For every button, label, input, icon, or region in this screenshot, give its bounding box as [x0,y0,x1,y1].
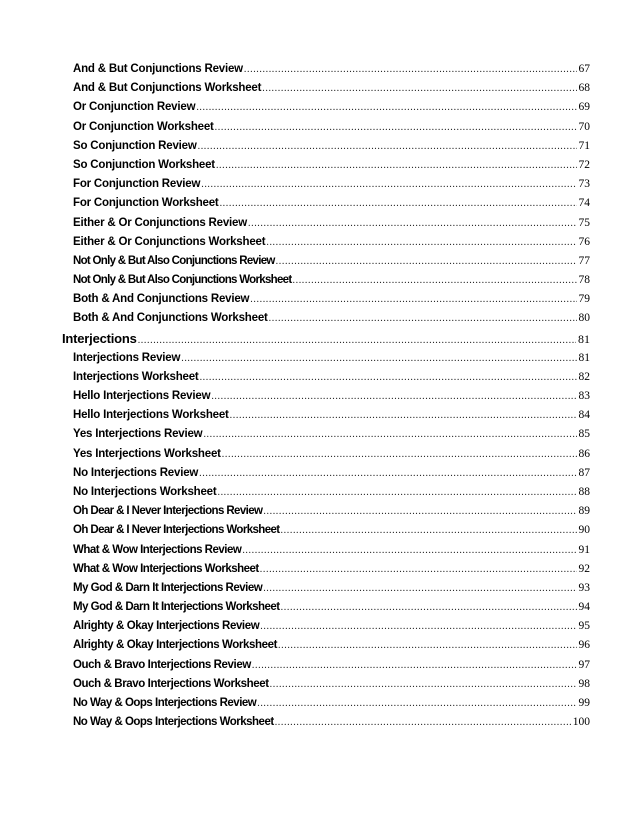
toc-entry-title: Oh Dear & I Never Interjections Worksheet [73,524,280,537]
toc-entry-page: 68 [578,82,590,95]
toc-entry-page: 90 [578,524,590,537]
toc-entry-title: For Conjunction Worksheet [73,197,219,210]
dot-leader [263,502,576,521]
dot-leader [230,406,577,425]
dot-leader [200,368,577,387]
toc-entry[interactable] [73,60,590,79]
toc-entry-title: And & But Conjunctions Review [73,63,243,75]
dot-leader [252,656,577,675]
toc-entry[interactable] [73,194,590,213]
toc-entry[interactable] [73,425,590,444]
toc-entry[interactable] [73,98,590,117]
toc-entry[interactable] [73,387,590,406]
dot-leader [281,521,577,540]
toc-entry[interactable] [73,175,590,194]
toc-entry[interactable] [73,233,590,252]
dot-leader [211,387,576,406]
dot-leader [242,541,576,560]
toc-entry-title: So Conjunction Review [73,139,197,152]
dot-leader [222,445,577,464]
toc-entry[interactable] [73,271,590,290]
dot-leader [263,579,576,598]
toc-entry-title: What & Wow Interjections Review [73,543,242,556]
dot-leader [198,137,577,156]
dot-leader [257,694,576,713]
toc-entry-page: 69 [578,101,590,114]
toc-entry[interactable] [73,713,590,732]
dot-leader [244,60,577,79]
toc-entry-page: 96 [578,639,590,652]
toc-entry[interactable] [73,675,590,694]
toc-entry-title: Not Only & But Also Conjunctions Worksheet [73,274,292,287]
dot-leader [270,675,577,694]
toc-entry-title: Both & And Conjunctions Worksheet [73,312,268,325]
toc-entry-page: 95 [578,620,590,633]
toc-entry-page: 97 [578,658,590,671]
dot-leader [260,617,576,636]
toc-entry[interactable] [73,290,590,309]
toc-entry-page: 75 [578,216,590,229]
toc-entry[interactable] [73,483,590,502]
toc-entry-title: Hello Interjections Review [73,390,211,402]
toc-entry-title: Either & Or Conjunctions Review [73,216,247,229]
toc-entry-page: 98 [578,677,590,690]
dot-leader [220,194,577,213]
toc-entry-page: 93 [578,581,590,594]
toc-entry-title: Ouch & Bravo Interjections Worksheet [73,677,269,690]
toc-entry-title: Interjections Review [73,351,181,364]
dot-leader [203,425,576,444]
toc-entry-title: Yes Interjections Worksheet [73,447,221,460]
toc-entry-page: 82 [578,370,590,383]
toc-section-heading[interactable] [62,329,590,349]
toc-entry[interactable] [73,656,590,675]
toc-entry-page: 70 [578,120,590,133]
toc-entry-page: 74 [578,197,590,210]
toc-entry[interactable] [73,445,590,464]
toc-entry-page: 89 [578,505,590,518]
dot-leader [216,156,577,175]
dot-leader [293,271,577,290]
dot-leader [278,636,576,655]
toc-entry-page: 83 [578,390,590,402]
toc-entry-page: 100 [572,716,590,729]
toc-entry-title: Not Only & But Also Conjunctions Review [73,254,275,267]
toc-entry-title: No Interjections Worksheet [73,485,217,498]
toc-entry-title: And & But Conjunctions Worksheet [73,82,262,95]
table-of-contents [0,60,638,732]
dot-leader [217,483,576,502]
dot-leader [248,214,577,233]
toc-entry[interactable] [73,309,590,328]
toc-entry[interactable] [73,368,590,387]
toc-entry[interactable] [73,617,590,636]
toc-entry-page: 88 [578,485,590,498]
toc-entry[interactable] [73,252,590,271]
toc-entry[interactable] [73,541,590,560]
toc-entry-page: 77 [578,254,590,267]
dot-leader [260,560,577,579]
toc-entry-title: No Way & Oops Interjections Worksheet [73,716,274,729]
dot-leader [181,349,576,368]
toc-entry[interactable] [73,464,590,483]
dot-leader [275,713,571,732]
toc-entry-page: 94 [578,601,590,614]
toc-entry-page: 86 [578,447,590,460]
dot-leader [262,79,576,98]
toc-entry-title: For Conjunction Review [73,178,201,191]
dot-leader [266,233,576,252]
toc-entry-page: 76 [578,235,590,248]
toc-entry[interactable] [73,598,590,617]
toc-entry[interactable] [73,214,590,233]
dot-leader [196,98,576,117]
toc-entry-page: 78 [578,274,590,287]
toc-entry-title: Or Conjunction Review [73,101,196,114]
toc-entry[interactable] [73,349,590,368]
toc-entry-page: 73 [578,178,590,191]
dot-leader [269,309,577,328]
toc-entry-title: Ouch & Bravo Interjections Review [73,658,251,671]
toc-entry[interactable] [73,694,590,713]
toc-section-title: Interjections [62,330,137,346]
toc-entry-page: 80 [578,312,590,325]
toc-entry-title: Or Conjunction Worksheet [73,120,214,133]
toc-entry-title: So Conjunction Worksheet [73,158,215,171]
toc-entry[interactable] [73,521,590,540]
toc-entry-title: Both & And Conjunctions Review [73,293,250,306]
toc-entry-title: Oh Dear & I Never Interjections Review [73,505,263,518]
toc-entry-title: Either & Or Conjunctions Worksheet [73,235,266,248]
toc-entry-title: Hello Interjections Worksheet [73,409,229,422]
toc-entry[interactable] [73,118,590,137]
toc-entry-page: 85 [578,428,590,441]
toc-entry-title: No Way & Oops Interjections Review [73,697,257,709]
toc-entry-page: 81 [578,351,590,364]
dot-leader [199,464,576,483]
dot-leader [281,598,577,617]
toc-entry-page: 79 [578,293,590,306]
toc-entry[interactable] [73,560,590,579]
toc-entry-page: 91 [578,543,590,556]
toc-entry[interactable] [73,137,590,156]
toc-entry[interactable] [73,579,590,598]
toc-entry-page: 67 [578,63,590,75]
toc-entry[interactable] [73,406,590,425]
toc-entry-title: My God & Darn It Interjections Review [73,581,263,594]
toc-entry-title: Alrighty & Okay Interjections Review [73,620,260,633]
toc-entry[interactable] [73,156,590,175]
toc-entry-page: 99 [578,697,590,709]
toc-entry[interactable] [73,636,590,655]
toc-section-page: 81 [578,331,590,346]
dot-leader [276,252,577,271]
dot-leader [250,290,576,309]
dot-leader [138,331,576,351]
toc-entry[interactable] [73,79,590,98]
toc-entry[interactable] [73,502,590,521]
toc-entry-title: No Interjections Review [73,466,199,479]
dot-leader [201,175,576,194]
toc-entry-page: 72 [578,158,590,171]
toc-entry-page: 87 [578,466,590,479]
toc-entry-title: Interjections Worksheet [73,370,199,383]
toc-entry-page: 71 [578,139,590,152]
toc-entry-title: Alrighty & Okay Interjections Worksheet [73,639,278,652]
toc-entry-title: What & Wow Interjections Worksheet [73,562,259,575]
toc-entry-page: 92 [578,562,590,575]
toc-entry-page: 84 [578,409,590,422]
dot-leader [215,118,577,137]
toc-entry-title: Yes Interjections Review [73,428,203,441]
toc-entry-title: My God & Darn It Interjections Worksheet [73,601,280,614]
